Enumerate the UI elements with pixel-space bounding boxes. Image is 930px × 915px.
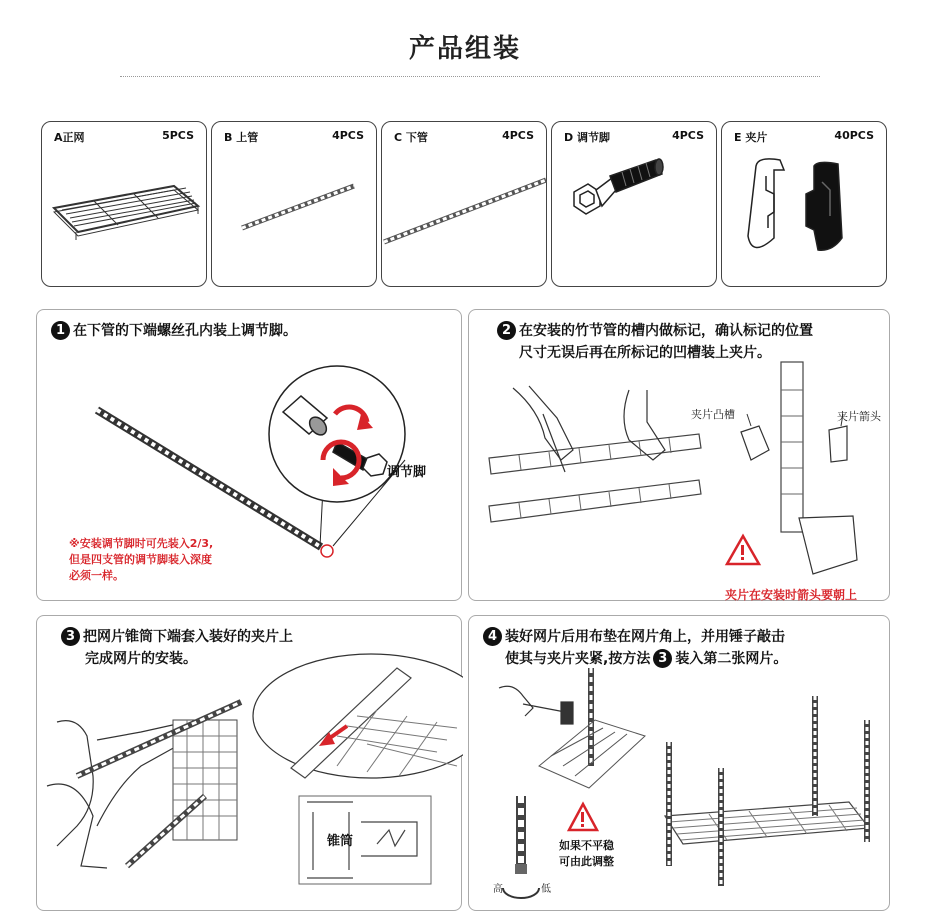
- callout-leveling-foot: 调节脚: [387, 465, 427, 480]
- note-line: 必须一样。: [69, 569, 124, 582]
- part-card-b: [211, 121, 377, 287]
- upper-pole-icon: [212, 146, 378, 286]
- step-4-text-part-a: 使其与夹片夹紧,按方法: [505, 651, 651, 667]
- step-number-badge: 1: [51, 321, 70, 340]
- label-high: 高: [493, 884, 503, 895]
- page-title: 产品组装: [408, 34, 521, 64]
- step-number-badge: 3: [61, 627, 80, 646]
- step-4-text-part-b: 装入第二张网片。: [675, 651, 788, 667]
- lower-pole-icon: [382, 146, 548, 286]
- note-line: 如果不平稳: [559, 839, 614, 852]
- part-qty: 4PCS: [672, 129, 704, 142]
- step-2-panel: [468, 309, 890, 601]
- label-clip-arrow: 夹片箭头: [837, 410, 881, 423]
- note-line: 可由此调整: [559, 855, 614, 868]
- part-label: D 调节脚: [564, 131, 610, 144]
- step-number-badge: 4: [483, 627, 502, 646]
- wire-shelf-icon: [42, 146, 208, 286]
- step-4-text-line1: 装好网片后用布垫在网片角上，并用锤子敲击: [505, 629, 785, 645]
- step-1-note: [69, 536, 213, 584]
- step-2-text-line1: 在安装的竹节管的槽内做标记，确认标记的位置: [519, 323, 813, 339]
- part-card-e: [721, 121, 887, 287]
- title-divider: [120, 76, 820, 77]
- step-4-illustration: [469, 616, 891, 912]
- step-2-text-line2: 尺寸无误后再在所标记的凹槽装上夹片。: [519, 345, 771, 361]
- step-number-badge: 2: [497, 321, 516, 340]
- part-card-d: [551, 121, 717, 287]
- part-card-c: [381, 121, 547, 287]
- step-2-illustration: [469, 310, 891, 602]
- part-qty: 40PCS: [834, 129, 874, 142]
- note-line: 但是四支管的调节脚装入深度: [69, 553, 212, 566]
- step-3-text-line1: 把网片锥筒下端套入装好的夹片上: [83, 629, 293, 645]
- part-label: A正网: [54, 131, 85, 144]
- part-qty: 4PCS: [502, 129, 534, 142]
- label-cone: 锥筒: [327, 834, 354, 849]
- step-1-text: 在下管的下端螺丝孔内装上调节脚。: [73, 323, 297, 339]
- step-ref-badge: 3: [653, 649, 672, 668]
- step-3-illustration: [37, 616, 463, 912]
- shelf-clip-icon: [722, 146, 888, 286]
- step-3-text-line2: 完成网片的安装。: [85, 651, 197, 667]
- part-qty: 5PCS: [162, 129, 194, 142]
- step-4-uneven-note: [559, 838, 614, 870]
- part-label: C 下管: [394, 131, 428, 144]
- step-4-panel: [468, 615, 890, 911]
- step-1-panel: [36, 309, 462, 601]
- part-qty: 4PCS: [332, 129, 364, 142]
- label-clip-groove: 夹片凸槽: [691, 408, 735, 421]
- label-low: 低: [541, 884, 551, 895]
- part-label: B 上管: [224, 131, 259, 144]
- leveling-foot-icon: [552, 146, 718, 286]
- note-line: ※安装调节脚时可先装入2/3,: [69, 537, 214, 550]
- part-card-a: [41, 121, 207, 287]
- part-label: E 夹片: [734, 131, 768, 144]
- step-2-warning: 夹片在安装时箭头要朝上: [725, 588, 858, 602]
- step-3-panel: [36, 615, 462, 911]
